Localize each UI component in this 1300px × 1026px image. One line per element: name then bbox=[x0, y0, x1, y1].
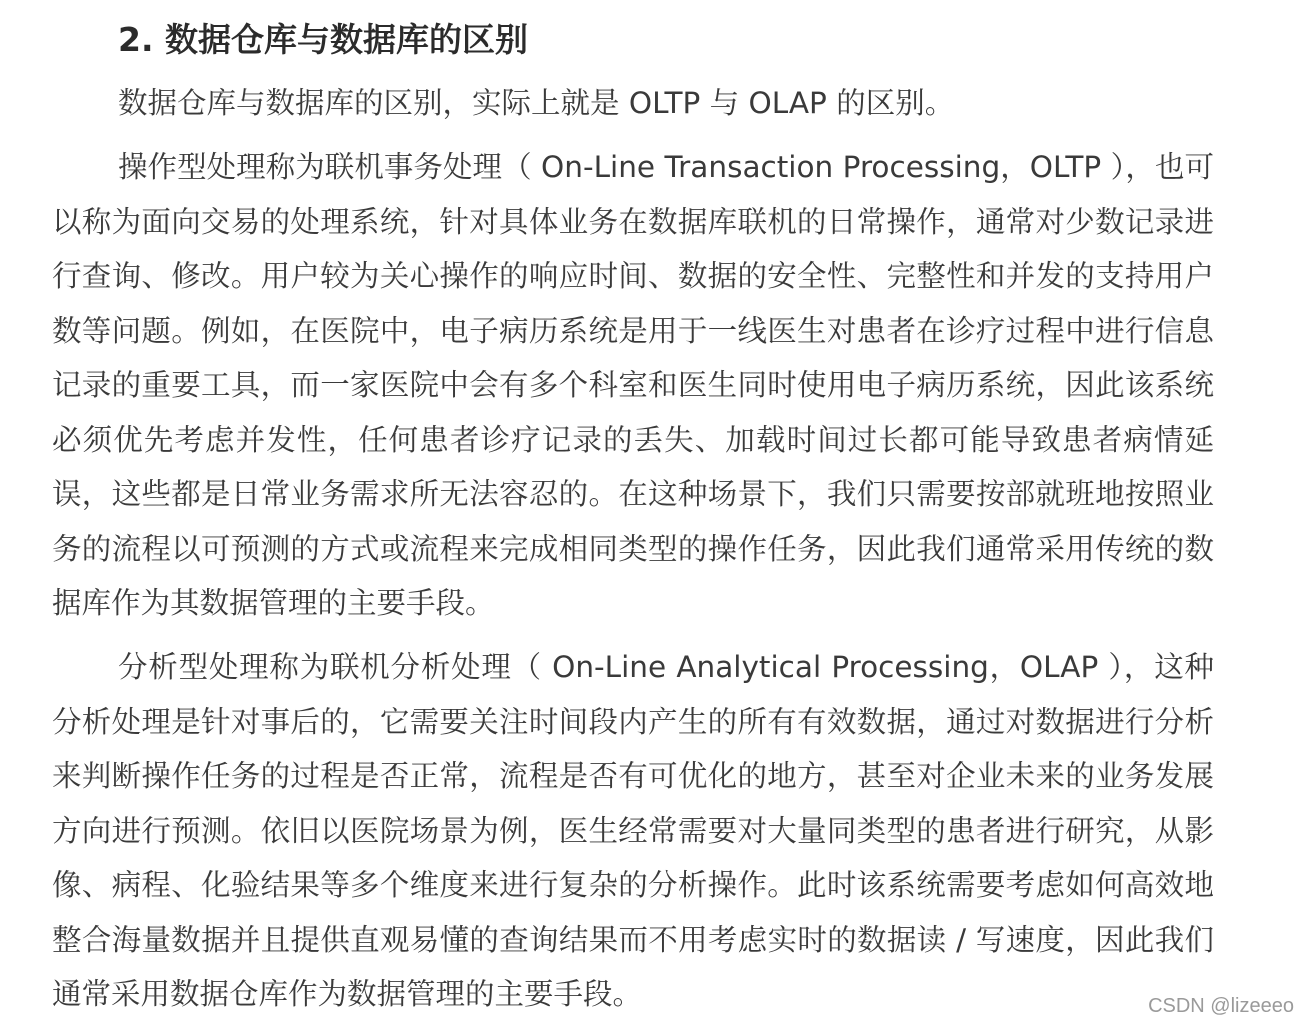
paragraph-oltp: 操作型处理称为联机事务处理（ On-Line Transaction Processing，OLTP ），也可以称为面向交易的处理系统，针对具体业务在数据库联机的日常操作，通常对少数记录进行查询、修改。用户较为关心操作的响应时间、数据的安全性、完整性和并发的支持用户数等问题。例如，在医院中，电子病历系统是用于一线医生对患者在诊疗过程中进行信息记录的重要工具，而一家医院中会有多个科室和医生同时使用电子病历系统，因此该系统必须优先考虑并发性，任何患者诊疗记录的丢失、加载时间过长都可能导致患者病情延误，这些都是日常业务需求所无法容忍的。在这种场景下，我们只需要按部就班地按照业务的流程以可预测的方式或流程来完成相同类型的操作任务，因此我们通常采用传统的数据库作为其数据管理的主要手段。 bbox=[52, 150, 1214, 620]
section-heading: 2. 数据仓库与数据库的区别 bbox=[118, 20, 528, 59]
paragraph-olap: 分析型处理称为联机分析处理（ On-Line Analytical Processing，OLAP ），这种分析处理是针对事后的，它需要关注时间段内产生的所有有效数据，通过对数据进行分析来判断操作任务的过程是否正常，流程是否有可优化的地方，甚至对企业未来的业务发展方向进行预测。依旧以医院场景为例，医生经常需要对大量同类型的患者进行研究，从影像、病程、化验结果等多个维度来进行复杂的分析操作。此时该系统需要考虑如何高效地整合海量数据并且提供直观易懂的查询结果而不用考虑实时的数据读 / 写速度，因此我们通常采用数据仓库作为数据管理的主要手段。 bbox=[52, 650, 1214, 1011]
paragraph-intro: 数据仓库与数据库的区别，实际上就是 OLTP 与 OLAP 的区别。 bbox=[118, 86, 955, 120]
csdn-watermark: CSDN @lizeeeo bbox=[1148, 995, 1294, 1017]
